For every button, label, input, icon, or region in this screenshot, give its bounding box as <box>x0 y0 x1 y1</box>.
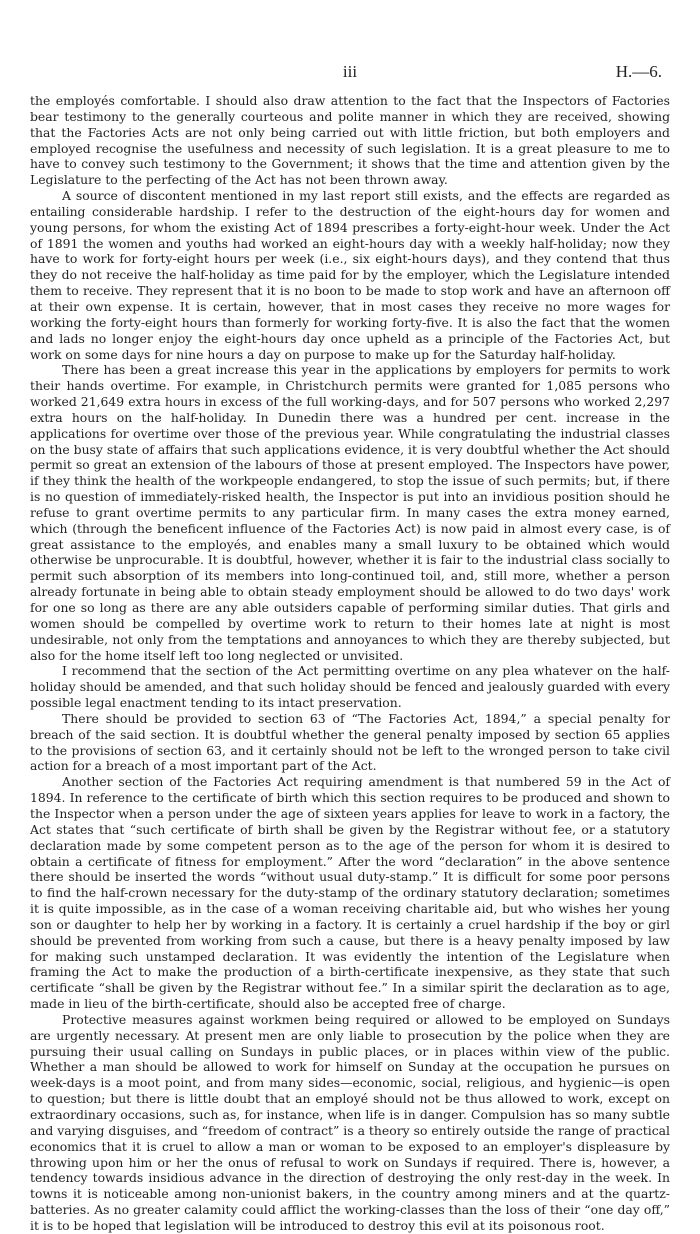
document-body <box>30 55 670 1234</box>
paragraph-eight-hours-day: A source of discontent mentioned in my last report still exists, and the effects are regarded as entailing considerable hardship. I refer to the destruction of the eight-hours day for women and young persons, for whom the existing Act of 1894 prescribes a forty-eight-hour week. Under the Act of 1891 the women and youths had worked an eight-hours day with a weekly half-holiday; now they have to work for forty-eight hours per week (i.e., six eight-hours days), and they contend that thus they do not receive the half-holiday as time paid for by the employer, which the Legislature intended them to receive. They represent that it is no boon to be made to stop work and have an afternoon off at their own expense. It is certain, however, that in most cases they receive no more wages for working the forty-eight hours than formerly for working forty-five. It is also the fact that the women and lads no longer enjoy the eight-hours day once upheld as a principle of the Factories Act, but work on some days for nine hours a day on purpose to make up for the Saturday half-holiday. <box>30 188 670 362</box>
document-reference: H.—6. <box>615 62 662 81</box>
paragraph-overtime-permits: There has been a great increase this year in the applications by employers for permits to work their hands overtime. For example, in Christchurch permits were granted for 1,085 persons who worked 21,649 extra hours in excess of the full working-days, and for 507 persons who worked 2,297 extra hours on the half-holiday. In Dunedin there was a hundred per cent. increase in the applications for overtime over those of the previous year. While congratulating the industrial classes on the busy state of affairs that such applications evidence, it is very doubtful whether the Act should permit so great an extension of the labours of those at present employed. The Inspectors have power, if they think the health of the workpeople endangered, to stop the issue of such permits; but, if there is no question of immediately-risked health, the Inspector is put into an invidious position should he refuse to grant overtime permits to any particular firm. In many cases the extra money earned, which (through the beneficent influence of the Factories Act) is now paid in almost every case, is of great assistance to the employés, and enables many a small luxury to be obtained which would otherwise be unprocurable. It is doubtful, however, whether it is fair to the industrial class socially to permit such absorption of its members into long-continued toil, and, still more, whether a person already fortunate in being able to obtain steady employment should be allowed to do two days' work for one so long as there are any able outsiders capable of performing similar duties. That girls and women should be compelled by overtime work to return to their homes late at night is most undesirable, not only from the temptations and annoyances to which they are thereby subjected, but also for the home itself left too long neglected or unvisited. <box>30 362 670 663</box>
page-number: iii <box>342 62 358 81</box>
paragraph-section-63: There should be provided to section 63 of “The Factories Act, 1894,” a special penalty for breach of the said section. It is doubtful whether the general penalty imposed by section 65 applies to the provisions of section 63, and it certainly should not be left to the wronged person to take civil action for a breach of a most important part of the Act. <box>30 710 670 774</box>
paragraph-half-holiday-recommendation: I recommend that the section of the Act permitting overtime on any plea whatever on the half-holiday should be amended, and that such holiday should be fenced and jealously guarded with every possible legal enactment tending to its intact preservation. <box>30 663 670 711</box>
paragraph-section-59: Another section of the Factories Act requiring amendment is that numbered 59 in the Act of 1894. In reference to the certificate of birth which this section requires to be produced and shown to the Inspector when a person under the age of sixteen years applies for leave to work in a factory, the Act states that “such certificate of birth shall be given by the Registrar without fee, or a statutory declaration made by some competent person as to the age of the person for whom it is desired to obtain a certificate of fitness for employment.” After the word “declaration” in the above sentence there should be inserted the words “without usual duty-stamp.” It is difficult for some poor persons to find the half-crown necessary for the duty-stamp of the ordinary statutory declaration; sometimes it is quite impossible, as in the case of a woman receiving charitable aid, but who wishes her young son or daughter to help her by working in a factory. It is certainly a cruel hardship if the boy or girl should be prevented from working from such a cause, but there is a heavy penalty imposed by law for making such unstamped declaration. It was evidently the intention of the Legislature when framing the Act to make the production of a birth-certificate inexpensive, as they state that such certificate “shall be given by the Registrar without fee.” In a similar spirit the declaration as to age, made in lieu of the birth-certificate, should also be accepted free of charge. <box>30 774 670 1012</box>
paragraph-sunday-work: Protective measures against workmen being required or allowed to be employed on Sundays are urgently necessary. At present men are only liable to prosecution by the police when they are pursuing their usual calling on Sundays in public places, or in places within view of the public. Whether a man should be allowed to work for himself on Sunday at the occupation he pursues on week-days is a moot point, and from many sides—economic, social, religious, and hygienic—is open to question; but there is little doubt that an employé should not be thus allowed to work, except on extraordinary occasions, such as, for instance, when life is in danger. Compulsion has so many subtle and varying disguises, and “freedom of contract” is a theory so entirely outside the range of practical economics that it is cruel to allow a man or woman to be exposed to an employer's displeasure by throwing upon him or her the onus of refusal to work on Sundays if required. There is, however, a tendency towards insidious advance in the direction of destroying the only rest-day in the week. In towns it is noticeable among non-unionist bakers, in the country among miners and at the quartz-batteries. As no greater calamity could afflict the working-classes than the loss of their “one day off,” it is to be hoped that legislation will be introduced to destroy this evil at its poisonous root. <box>30 1011 670 1233</box>
paragraph-continued: the employés comfortable. I should also draw attention to the fact that the Inspectors of Factories bear testimony to the generally courteous and polite manner in which they are received, showing that the Factories Acts are not only being carried out with little friction, but both employers and employed recognise the usefulness and necessity of such legislation. It is a great pleasure to me to have to convey such testimony to the Government; it shows that the time and attention given by the Legislature to the perfecting of the Act has not been thrown away. <box>30 93 670 188</box>
